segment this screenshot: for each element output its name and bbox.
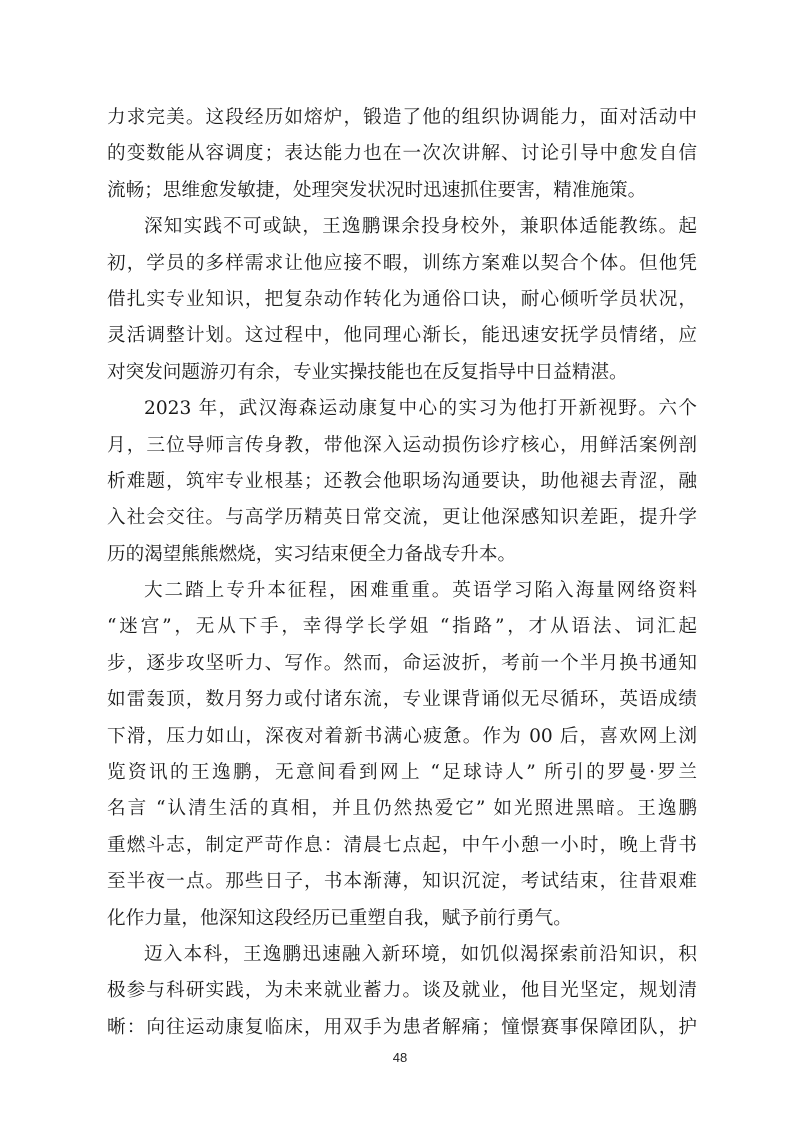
text-line: 入社会交往。与高学历精英日常交流，更让他深感知识差距，提升学 [107,507,697,529]
text-line: 下滑，压力如山，深夜对着新书满心疲惫。作为 00 后，喜欢网上浏 [107,725,697,747]
text-line: 至半夜一点。那些日子，书本渐薄，知识沉淀，考试结束，往昔艰难 [107,871,697,893]
text-line: 对突发问题游刃有余，专业实操技能也在反复指导中日益精湛。 [107,361,628,383]
text-line: 如雷轰顶，数月努力或付诸东流，专业课背诵似无尽循环，英语成绩 [107,689,697,711]
text-line: 重燃斗志，制定严苛作息：清晨七点起，中午小憩一小时，晚上背书 [107,834,697,856]
page-number: 48 [392,1050,408,1065]
text-line: 的变数能从容调度；表达能力也在一次次讲解、讨论引导中愈发自信 [107,143,697,165]
text-line: 化作力量，他深知这段经历已重塑自我，赋予前行勇气。 [107,907,572,929]
text-line: 2023 年，武汉海森运动康复中心的实习为他打开新视野。六个 [144,398,697,420]
text-line: 析难题，筑牢专业根基；还教会他职场沟通要诀，助他褪去青涩，融 [107,470,697,492]
body-text [107,100,697,1046]
text-line: 名言 “认清生活的真相，并且仍然热爱它” 如光照进黑暗。王逸鹏 [107,798,697,820]
text-line: “迷宫”，无从下手，幸得学长学姐 “指路”，才从语法、词汇起 [107,616,697,638]
text-line: 大二踏上专升本征程，困难重重。英语学习陷入海量网络资料 [144,580,697,602]
text-line: 极参与科研实践，为未来就业蓄力。谈及就业，他目光坚定，规划清 [107,980,697,1002]
text-line: 晰：向往运动康复临床，用双手为患者解痛；憧憬赛事保障团队，护 [107,1016,697,1038]
text-line: 借扎实专业知识，把复杂动作转化为通俗口诀，耐心倾听学员状况， [107,288,697,310]
text-line: 力求完美。这段经历如熔炉，锻造了他的组织协调能力，面对活动中 [107,107,697,128]
text-line: 月，三位导师言传身教，带他深入运动损伤诊疗核心，用鲜活案例剖 [107,434,697,456]
text-line: 迈入本科，王逸鹏迅速融入新环境，如饥似渴探索前沿知识，积 [144,943,697,965]
text-line: 历的渴望熊熊燃烧，实习结束便全力备战专升本。 [107,543,517,565]
text-line: 流畅；思维愈发敏捷，处理突发状况时迅速抓住要害，精准施策。 [107,179,647,201]
text-line: 初，学员的多样需求让他应接不暇，训练方案难以契合个体。但他凭 [107,252,697,274]
text-line: 深知实践不可或缺，王逸鹏课余投身校外，兼职体适能教练。起 [144,216,697,238]
text-line: 灵活调整计划。这过程中，他同理心渐长，能迅速安抚学员情绪，应 [107,325,697,347]
text-line: 步，逐步攻坚听力、写作。然而，命运波折，考前一个半月换书通知 [107,652,697,674]
text-line: 览资讯的王逸鹏，无意间看到网上 “足球诗人” 所引的罗曼·罗兰 [107,762,697,784]
